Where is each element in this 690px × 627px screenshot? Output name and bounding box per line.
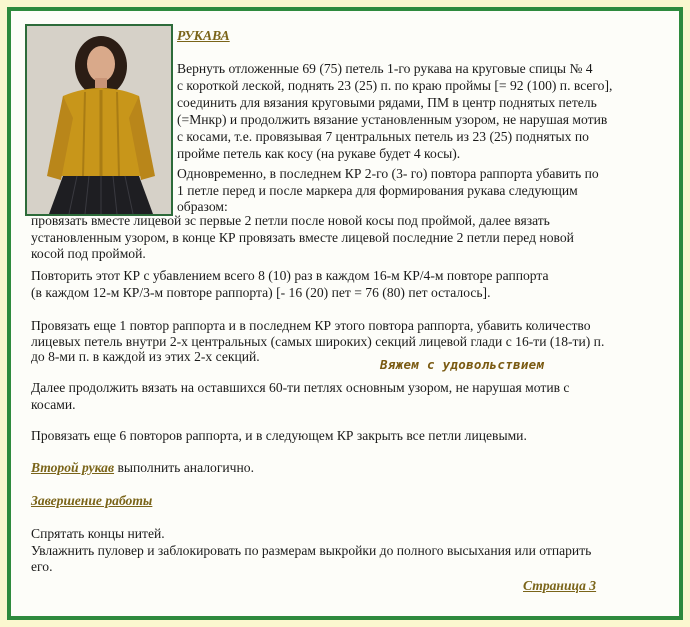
para4-line2: (в каждом 12-м КР/3-м повторе раппорта) [- 16 (20) пет = 76 (80) пет осталось].: [31, 285, 491, 300]
para7: Провязать еще 6 повторов раппорта, и в следующем КР закрыть все петли лицевыми.: [31, 428, 527, 443]
para6-line1: Далее продолжить вязать на оставшихся 60-ти петлях основным узором, не нарушая мотив с: [31, 380, 570, 395]
para6-line2: косами.: [31, 397, 76, 412]
page-label: Страница 3: [523, 578, 597, 593]
slogan: Вяжем с удовольствием: [380, 357, 545, 372]
para5-line1: Провязать еще 1 повтор раппорта и в последнем КР этого повтора раппорта, убавить количество: [31, 318, 591, 333]
para2-line1: Одновременно, в последнем КР 2-го (3- го) повтора раппорта убавить по: [177, 166, 599, 181]
para2-line2: 1 петле перед и после маркера для формирования рукава следующим: [177, 183, 578, 198]
para4-line1: Повторить этот КР с убавлением всего 8 (10) раз в каждом 16-м КР/4-м повторе раппорта: [31, 268, 549, 283]
para1-line3: соединить для вязания круговыми рядами, ПМ в центр поднятых петель: [177, 95, 597, 110]
section-title: РУКАВА: [177, 28, 230, 43]
para1-line4: (=Мнкр) и продолжить вязание установленным узором, не нарушая мотив: [177, 112, 608, 127]
para8-line2: Увлажнить пуловер и заблокировать по размерам выкройки до полного высыхания или отпарить: [31, 543, 592, 558]
para8-line3: его.: [31, 559, 53, 574]
para1-line2: с короткой леской, поднять 23 (25) п. по краю проймы [= 92 (100) п. всего],: [177, 78, 613, 93]
para2-line3: образом:: [177, 199, 228, 214]
para1-line6: пройме петель как косу (на рукаве будет 4 косы).: [177, 146, 461, 161]
para1-line1: Вернуть отложенные 69 (75) петель 1-го рукава на круговые спицы № 4: [177, 61, 593, 76]
para3-line1: провязать вместе лицевой зс первые 2 петли после новой косы под проймой, далее вязать: [31, 213, 550, 228]
para3-line2: установленным узором, в конце КР провязать вместе лицевой последние 2 петли перед новой: [31, 230, 574, 245]
second-sleeve-line: [31, 460, 254, 476]
finishing-title: Завершение работы: [31, 493, 153, 508]
para5-line2: лицевых петель внутри 2-х центральных (самых широких) секций лицевой глади с 16-ти (18-ти) п.: [31, 334, 605, 349]
para5-line3: до 8-ми п. в каждой из этих 2-х секций.: [31, 349, 260, 364]
second-sleeve-text: выполнить аналогично.: [114, 460, 254, 475]
para1-line5: с косами, т.е. провязывая 7 центральных петель из 23 (25) поднятых по: [177, 129, 589, 144]
para3-line3: косой под проймой.: [31, 246, 146, 261]
para8-line1: Спрятать концы нитей.: [31, 526, 165, 541]
model-photo: [25, 24, 173, 216]
second-sleeve-title: Второй рукав: [31, 460, 115, 475]
